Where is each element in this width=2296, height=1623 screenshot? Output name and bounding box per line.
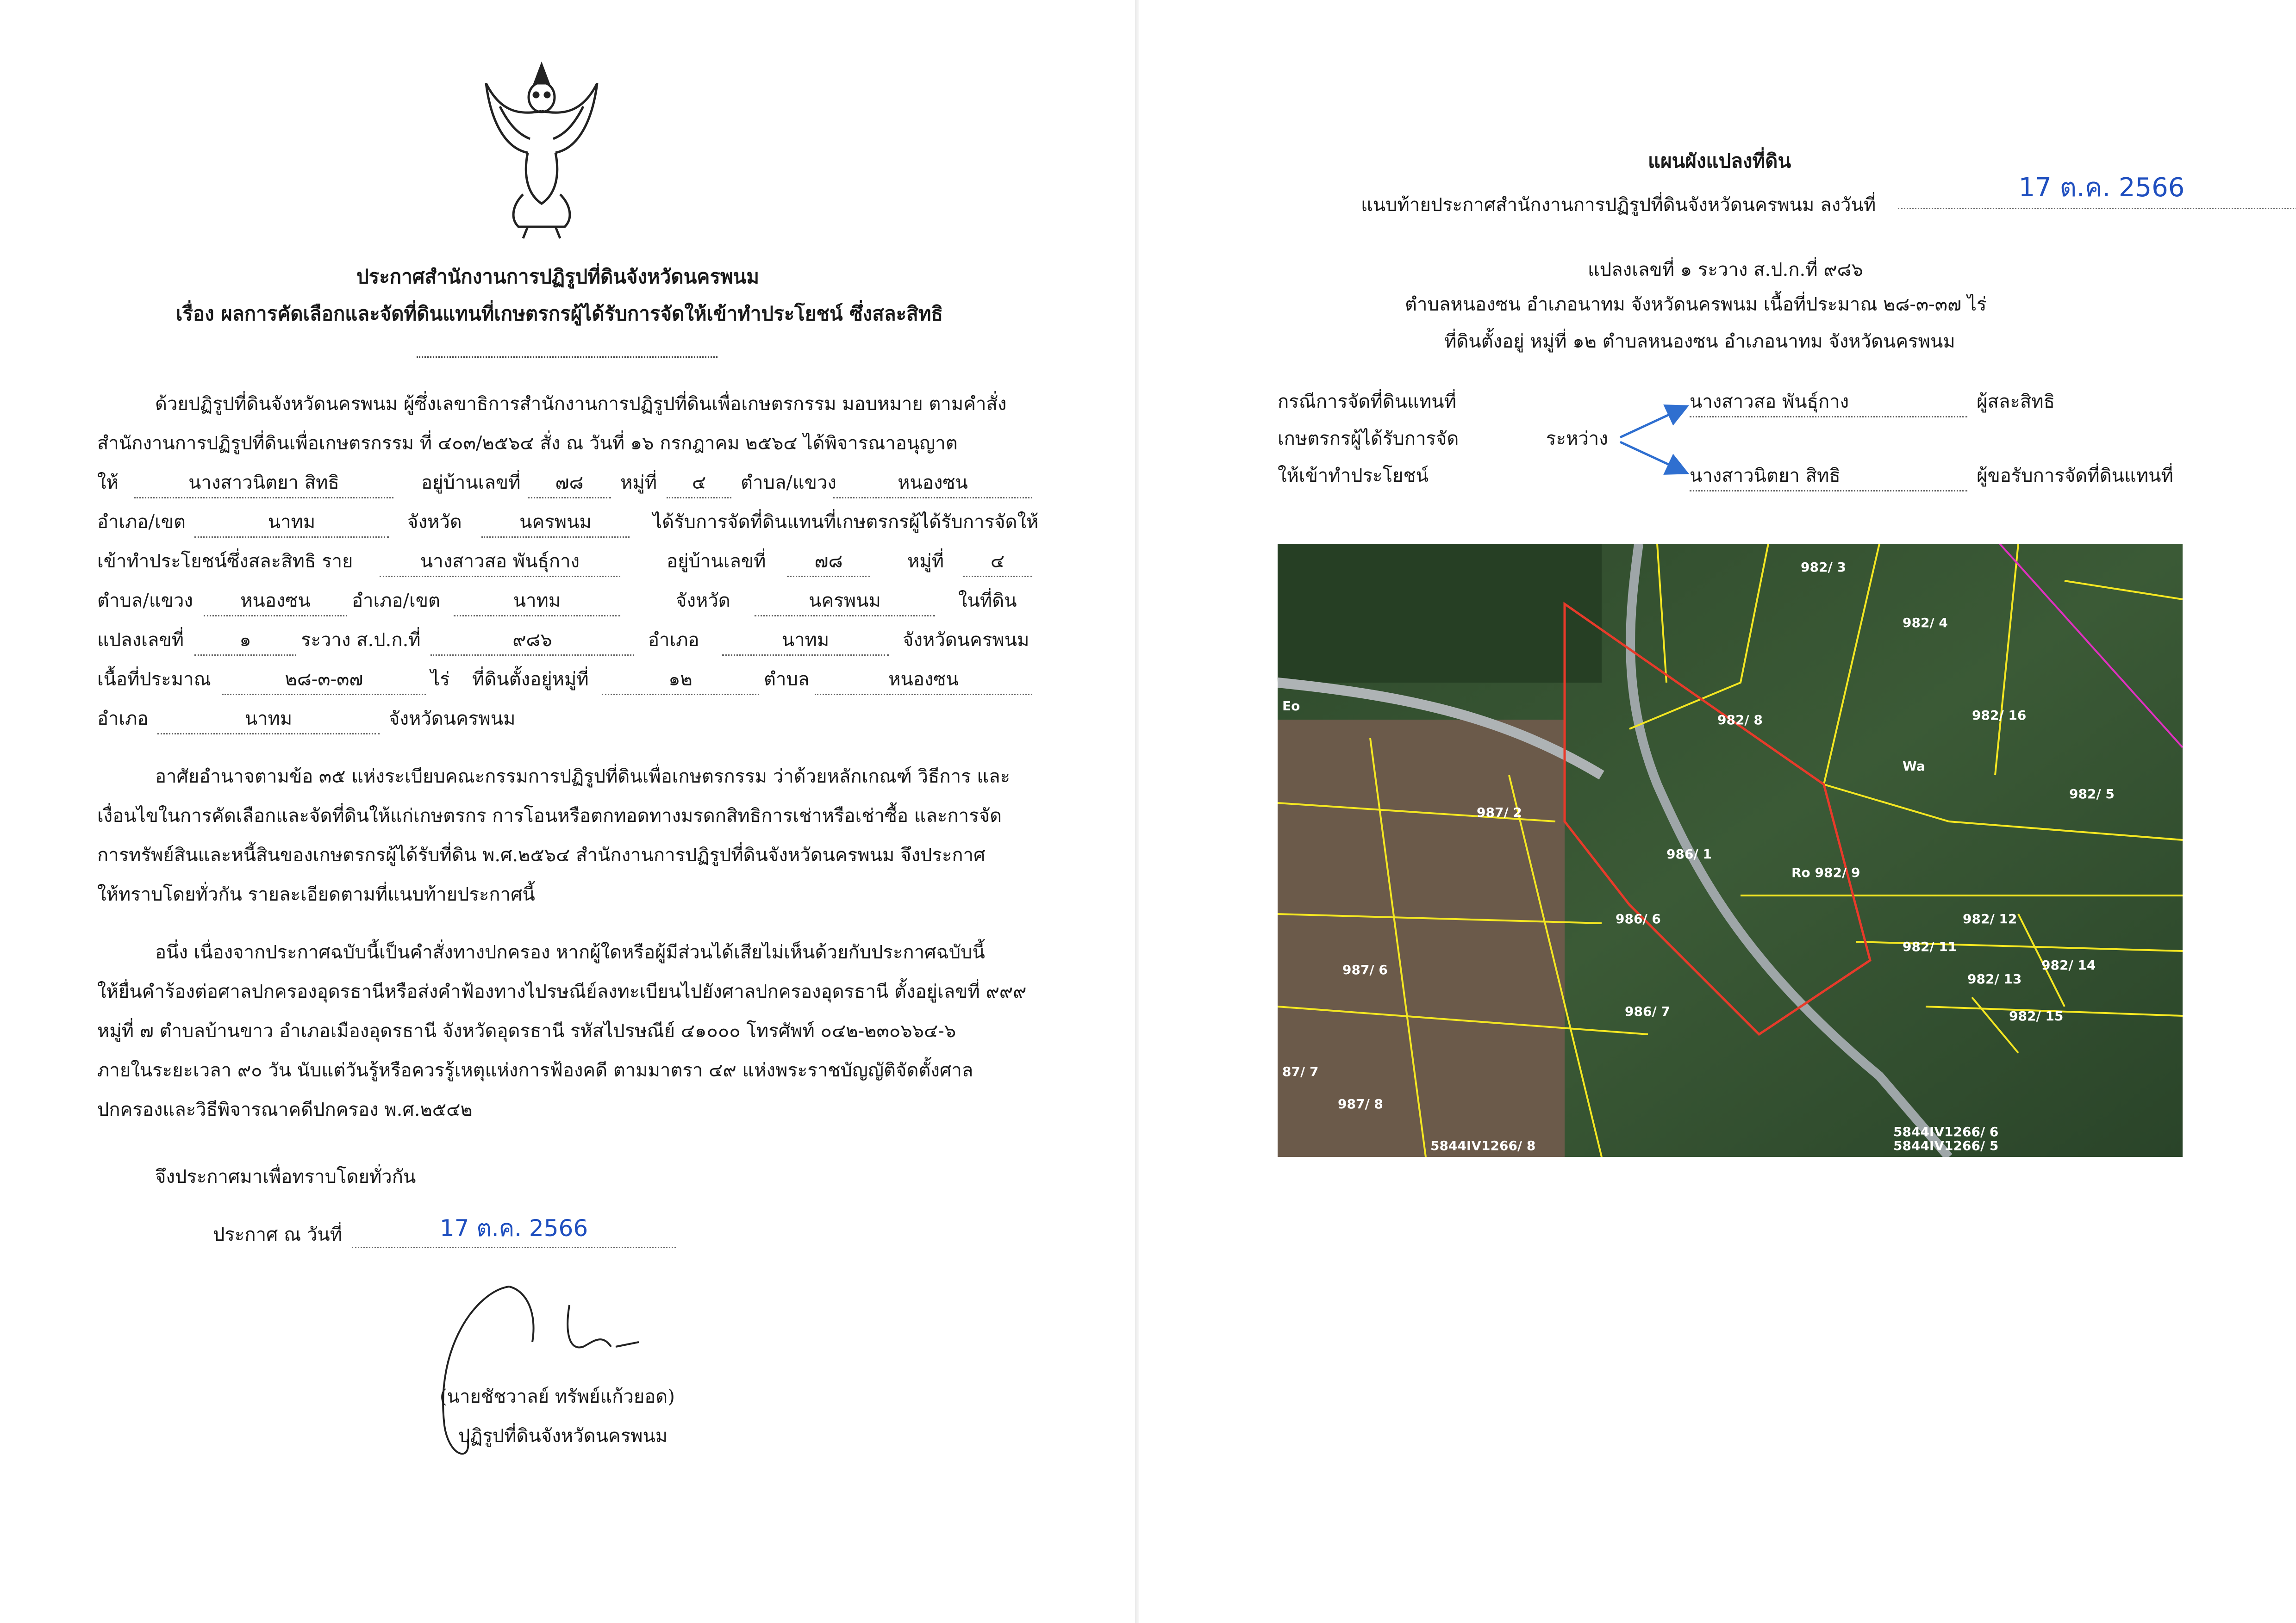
parcel-label: 982/ 15 — [2009, 1008, 2064, 1024]
parcel-label: 982/ 3 — [1801, 560, 1846, 575]
province: นครพนม — [481, 507, 630, 538]
parcel-label: Ro 982/ 9 — [1791, 865, 1860, 880]
amphoe: นาทม — [194, 507, 389, 538]
label-rai: ไร่ — [430, 669, 450, 690]
paragraph-line: ให้ทราบโดยทั่วกัน รายละเอียดตามที่แนบท้ายประกาศนี้ — [97, 884, 535, 905]
paragraph-line: จังหวัดนครพนม — [903, 629, 1029, 651]
label-house-no: อยู่บ้านเลขที่ — [421, 472, 521, 493]
parcel-label: 5844IV1266/ 6 — [1893, 1124, 1999, 1139]
announce-date: 17 ต.ค. 2566 — [352, 1210, 676, 1248]
paragraph-line: เข้าทำประโยชน์ซึ่งสละสิทธิ ราย — [97, 551, 353, 572]
satellite-plot-map — [1278, 544, 2183, 1157]
relinquisher-role: ผู้สละสิทธิ — [1977, 391, 2055, 412]
page-fold — [1135, 0, 1139, 1623]
paragraph-line: เงื่อนไขในการคัดเลือกและจัดที่ดินให้แก่เกษตรกร การโอนหรือตกทอดทางมรดกสิทธิการเช่าหรือเช่าซื้อ และการจัด — [97, 805, 1002, 827]
paragraph-line: สำนักงานการปฏิรูปที่ดินเพื่อเกษตรกรรม ที่ ๔๐๓/๒๕๖๔ สั่ง ณ วันที่ ๑๖ กรกฎาคม ๒๕๖๔ ได้พิจารณาอนุญาต — [97, 433, 958, 454]
parcel-label: 982/ 16 — [1972, 708, 2027, 723]
label-tambon: ตำบล/แขวง — [97, 590, 193, 611]
amphoe: นาทม — [454, 585, 620, 616]
paragraph-line: ในที่ดิน — [958, 590, 1017, 611]
garuda-emblem-icon — [472, 56, 611, 241]
plot-map-page — [1139, 0, 2296, 1623]
signer-title: ปฏิรูปที่ดินจังหวัดนครพนม — [458, 1425, 668, 1447]
paragraph-line: ได้รับการจัดที่ดินแทนที่เกษตรกรผู้ได้รับการจัดให้ — [653, 511, 1039, 533]
relinquisher-name: นางสาวสอ พันธุ์กาง — [380, 546, 620, 577]
paragraph-line: ภายในระยะเวลา ๙๐ วัน นับแต่วันรู้หรือควรรู้เหตุแห่งการฟ้องคดี ตามมาตรา ๔๙ แห่งพระราชบัญญัติจัดตั้งศาล — [97, 1060, 973, 1081]
announce-date-label: ประกาศ ณ วันที่ — [213, 1224, 343, 1245]
divider — [417, 356, 718, 358]
paragraph-line: จังหวัดนครพนม — [389, 708, 516, 729]
label-amphoe: อำเภอ — [97, 708, 149, 729]
parcel-label: 986/ 7 — [1625, 1004, 1670, 1019]
closing-line: จึงประกาศมาเพื่อทราบโดยทั่วกัน — [155, 1166, 416, 1188]
arrow-icon — [1611, 398, 1694, 481]
parcel-label: 982/ 11 — [1903, 939, 1957, 954]
label-give: ให้ — [97, 472, 119, 493]
location-line: ตำบลหนองซน อำเภอนาทม จังหวัดนครพนม เนื้อที่ประมาณ ๒๘-๓-๓๗ ไร่ — [1405, 294, 1987, 315]
moo-no: ๔ — [667, 467, 731, 498]
parcel-label: 986/ 1 — [1666, 846, 1712, 862]
label-moo: ที่ดินตั้งอยู่หมู่ที่ — [472, 669, 589, 690]
parcel-label: Wa — [1903, 759, 1925, 774]
parcel-label: 5844IV1266/ 8 — [1430, 1138, 1536, 1153]
label-plot-no: แปลงเลขที่ — [97, 629, 184, 651]
plot-no: ๑ — [194, 625, 296, 656]
signer-name: (นายชัชวาลย์ ทรัพย์แก้วยอด) — [440, 1386, 675, 1407]
recipient-name: นางสาวนิตยา สิทธิ — [134, 467, 393, 498]
parcel-label: 982/ 8 — [1717, 712, 1763, 728]
parcel-label: 982/ 5 — [2069, 786, 2115, 802]
label-tambon: ตำบล — [764, 669, 810, 690]
recipient-name: นางสาวนิตยา สิทธิ — [1690, 460, 1967, 491]
map-sheet: ๙๘๖ — [430, 625, 634, 656]
amphoe: นาทม — [157, 703, 380, 734]
paragraph-line: หมู่ที่ ๗ ตำบลบ้านขาว อำเภอเมืองอุดรธานี จังหวัดอุดรธานี รหัสไปรษณีย์ ๔๑๐๐๐ โทรศัพท์ ๐๔๒-๒๓๐๖๖๔-๖ — [97, 1020, 956, 1042]
label-area: เนื้อที่ประมาณ — [97, 669, 211, 690]
land-line: ที่ดินตั้งอยู่ หมู่ที่ ๑๒ ตำบลหนองซน อำเภอนาทม จังหวัดนครพนม — [1444, 331, 1955, 352]
paragraph-line: ปกครองและวิธีพิจารณาคดีปกครอง พ.ศ.๒๕๔๒ — [97, 1099, 473, 1120]
tambon: หนองซน — [204, 585, 347, 616]
parcel-label: 987/ 8 — [1338, 1096, 1383, 1112]
parcel-label: 982/ 4 — [1903, 615, 1948, 630]
paragraph-line: ด้วยปฏิรูปที่ดินจังหวัดนครพนม ผู้ซึ่งเลขาธิการสำนักงานการปฏิรูปที่ดินเพื่อเกษตรกรรม มอบหมาย ตามคำสั่ง — [155, 393, 1007, 415]
parcel-label: 987/ 6 — [1342, 962, 1388, 977]
paragraph-line: ให้ยื่นคำร้องต่อศาลปกครองอุดรธานีหรือส่งคำฟ้องทางไปรษณีย์ลงทะเบียนไปยังศาลปกครองอุดรธานี ตั้งอยู่เลขที่ ๙๙๙ — [97, 981, 1027, 1002]
parcel-label: 982/ 12 — [1963, 911, 2017, 927]
announcement-title: ประกาศสำนักงานการปฏิรูปที่ดินจังหวัดนครพนม — [356, 265, 760, 288]
label-province: จังหวัด — [676, 590, 730, 611]
label-tambon: ตำบล/แขวง — [741, 472, 836, 493]
attachment-label: แนบท้ายประกาศสำนักงานการปฏิรูปที่ดินจังหวัดนครพนม ลงวันที่ — [1361, 194, 1876, 216]
recipient-role: ผู้ขอรับการจัดที่ดินแทนที่ — [1977, 465, 2173, 486]
parcel-label: 5844IV1266/ 5 — [1893, 1138, 1999, 1153]
area: ๒๘-๓-๓๗ — [222, 664, 426, 695]
house-no: ๗๘ — [787, 546, 870, 577]
label-house-no: อยู่บ้านเลขที่ — [667, 551, 766, 572]
tambon: หนองซน — [815, 664, 1032, 695]
moo-no: ๔ — [963, 546, 1032, 577]
label-province: จังหวัด — [407, 511, 462, 533]
announcement-page — [0, 0, 1139, 1623]
label-amphoe: อำเภอ/เขต — [97, 511, 186, 533]
parcel-label: 986/ 6 — [1616, 911, 1661, 927]
paragraph-line: การทรัพย์สินและหนี้สินของเกษตรกรผู้ได้รับที่ดิน พ.ศ.๒๕๖๔ สำนักงานการปฏิรูปที่ดินจังหวัดนครพนม จึงประกาศ — [97, 845, 986, 866]
attachment-date: 17 ต.ค. 2566 — [1898, 167, 2296, 209]
label-moo: หมู่ที่ — [907, 551, 944, 572]
relinquisher-name: นางสาวสอ พันธุ์กาง — [1690, 386, 1967, 417]
paragraph-line: อนึ่ง เนื่องจากประกาศฉบับนี้เป็นคำสั่งทางปกครอง หากผู้ใดหรือผู้มีส่วนได้เสียไม่เห็นด้วยกับประกาศฉบับนี้ — [155, 942, 985, 963]
parcel-label: 982/ 13 — [1967, 971, 2022, 987]
plot-line: แปลงเลขที่ ๑ ระวาง ส.ป.ก.ที่ ๙๘๖ — [1588, 259, 1863, 280]
province: นครพนม — [755, 585, 935, 616]
parcel-label: 982/ 14 — [2041, 958, 2096, 973]
label-amphoe: อำเภอ — [648, 629, 699, 651]
announcement-subject: เรื่อง ผลการคัดเลือกและจัดที่ดินแทนที่เกษตรกรผู้ได้รับการจัดให้เข้าทำประโยชน์ ซึ่งสละสิทธิ — [176, 302, 943, 325]
label-map-sheet: ระวาง ส.ป.ก.ที่ — [301, 629, 421, 651]
case-line: ให้เข้าทำประโยชน์ — [1278, 465, 1429, 486]
paragraph-line: อาศัยอำนาจตามข้อ ๓๕ แห่งระเบียบคณะกรรมการปฏิรูปที่ดินเพื่อเกษตรกรรม ว่าด้วยหลักเกณฑ์ วิธีการ และ — [155, 766, 1011, 787]
amphoe: นาทม — [722, 625, 889, 656]
parcel-label: Eo — [1282, 698, 1300, 714]
tambon: หนองซน — [833, 467, 1032, 498]
label-amphoe: อำเภอ/เขต — [352, 590, 441, 611]
parcel-label: 987/ 2 — [1477, 805, 1522, 820]
moo-no: ๑๒ — [602, 664, 759, 695]
case-line: กรณีการจัดที่ดินแทนที่ — [1278, 391, 1456, 412]
parcel-label: 87/ 7 — [1282, 1064, 1319, 1079]
label-moo: หมู่ที่ — [620, 472, 657, 493]
map-title: แผนผังแปลงที่ดิน — [1648, 149, 1791, 172]
between-label: ระหว่าง — [1546, 428, 1608, 449]
case-line: เกษตรกรผู้ได้รับการจัด — [1278, 428, 1459, 449]
house-no: ๗๘ — [528, 467, 611, 498]
